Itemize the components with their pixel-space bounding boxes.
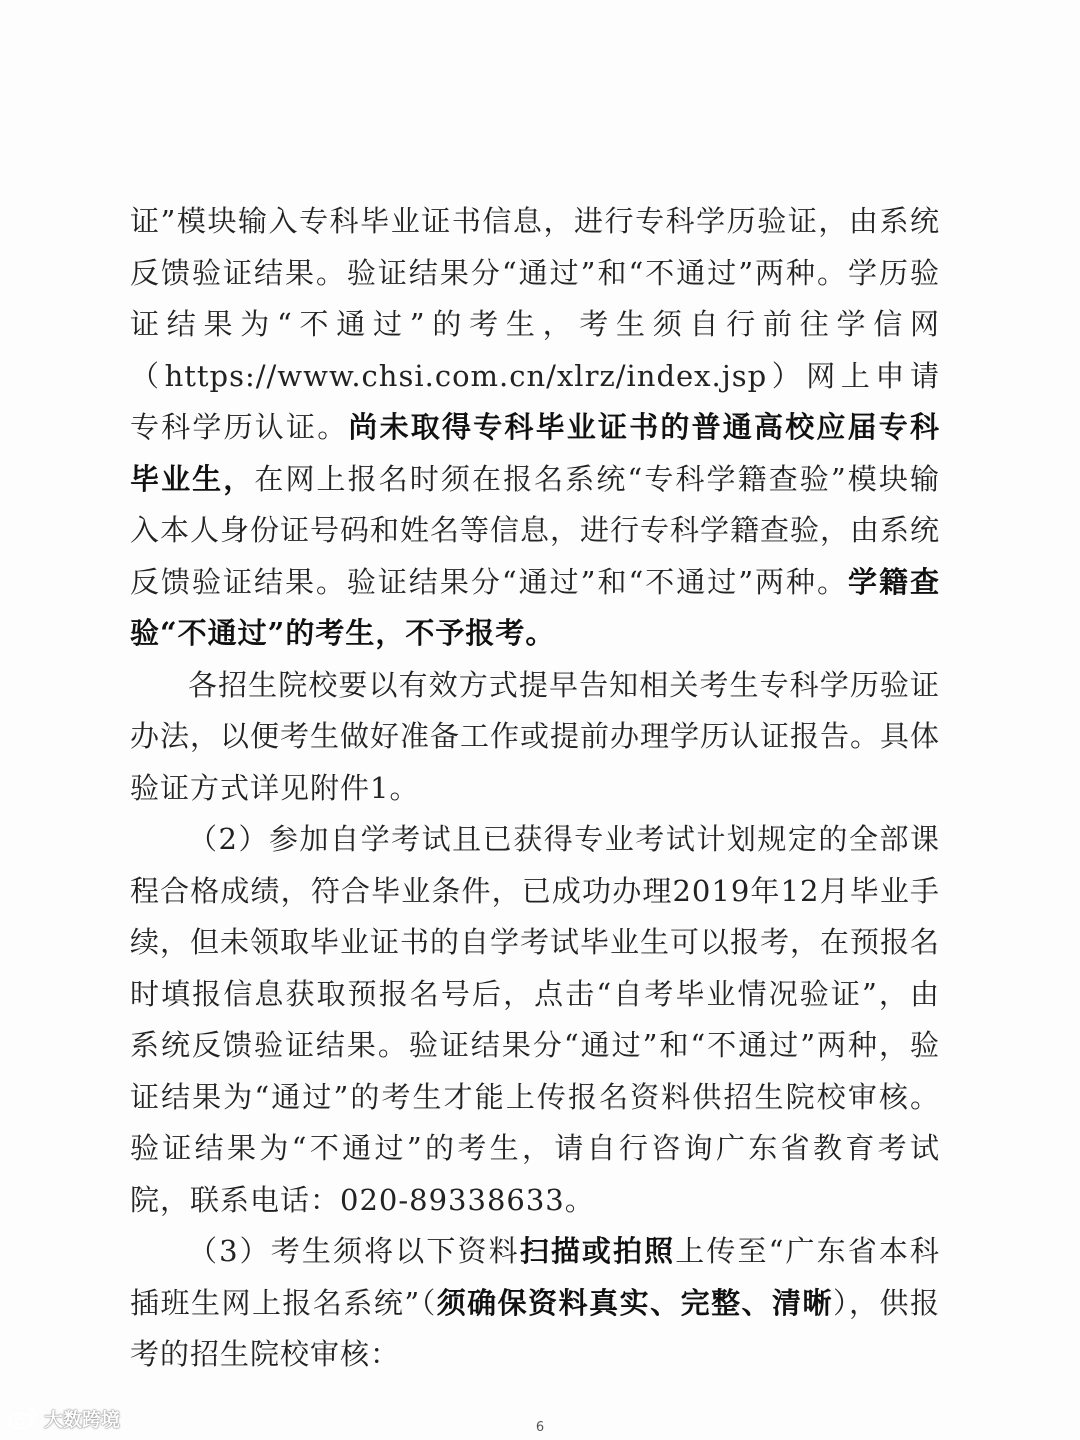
bold-text-segment: 尚未取得专科毕业证书的普通高校应届专科毕业生， — [130, 410, 940, 496]
paragraph — [130, 814, 940, 1226]
text-segment: 各招生院校要以有效方式提早告知相关考生专科学历验证办法，以便考生做好准备工作或提前办理学历认证报告。具体验证方式详见附件1。 — [130, 667, 941, 805]
watermark — [8, 1404, 120, 1432]
text-segment: （2）参加自学考试且已获得专业考试计划规定的全部课程合格成绩，符合毕业条件，已成功办理2019年12月毕业手续，但未领取毕业证书的自学考试毕业生可以报考，在预报名时填报信息获取预报名号后，点击“自考毕业情况验证”，由系统反馈验证结果。验证结果分“通过”和“不通过”两种，验证结果为“通过”的考生才能上传报名资料供招生院校审核。验证结果为“不通过”的考生，请自行咨询广东省教育考试院，联系电话：020-89338633。 — [130, 822, 941, 1217]
paragraph — [130, 1226, 940, 1381]
weibo-logo-icon — [8, 1406, 38, 1430]
text-segment: （3）考生须将以下资料 — [188, 1234, 520, 1268]
page-number: 6 — [535, 1420, 545, 1435]
paragraph — [130, 196, 940, 660]
text-segment: 证”模块输入专科毕业证书信息，进行专科学历验证，由系统反馈验证结果。验证结果分“通过”和“不通过”两种。学历验证结果为“不通过”的考生，考生须自行前往学信网（https://www.chsi.com.cn/xlrz/index.jsp）网上申请专科学历认证。 — [130, 204, 940, 444]
bold-text-segment: 学籍查验“不通过”的考生，不予报考。 — [130, 564, 940, 650]
watermark-text: 大数跨境 — [44, 1408, 121, 1431]
text-segment: 在网上报名时须在报名系统“专科学籍查验”模块输入本人身份证号码和姓名等信息，进行专科学籍查验，由系统反馈验证结果。验证结果分“通过”和“不通过”两种。 — [130, 461, 941, 599]
paragraph — [130, 660, 940, 815]
text-segment: ），供报考的招生院校审核： — [130, 1285, 940, 1371]
text-segment: 上传至“广东省本科插班生网上报名系统”（ — [130, 1234, 941, 1320]
document-body — [130, 196, 940, 1381]
bold-text-segment: 须确保资料真实、完整、清晰 — [436, 1285, 834, 1320]
bold-text-segment: 扫描或拍照 — [519, 1234, 676, 1268]
